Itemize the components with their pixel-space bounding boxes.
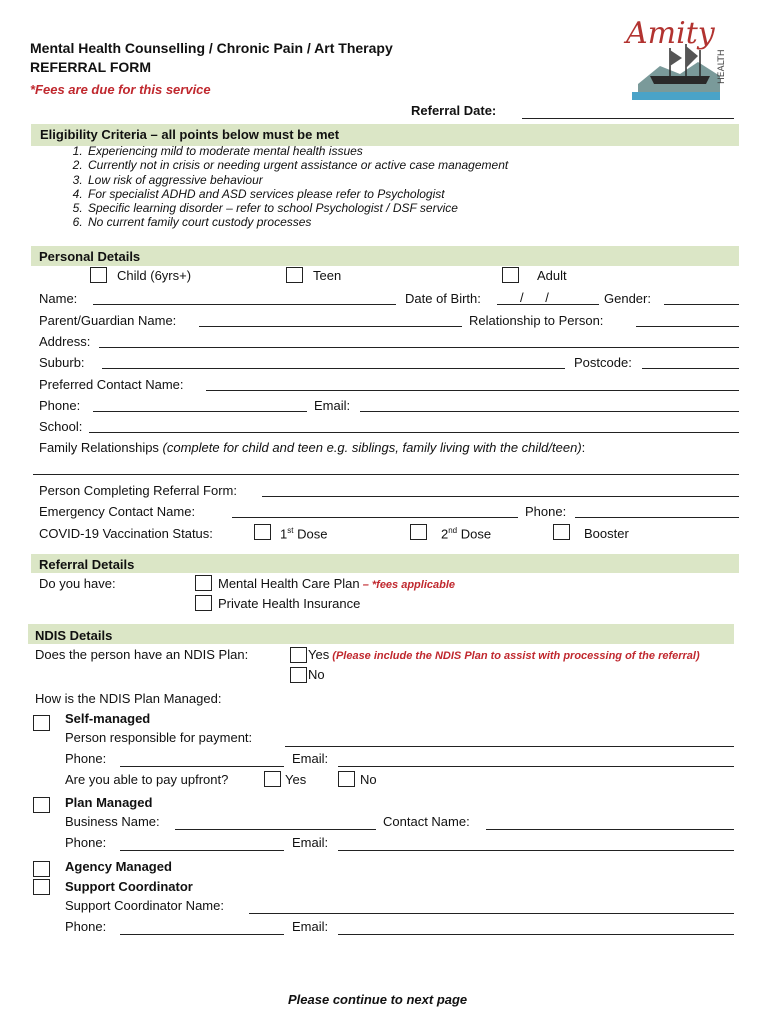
- ndis-yes-checkbox[interactable]: [290, 647, 307, 663]
- teen-checkbox[interactable]: [286, 267, 303, 283]
- eligibility-header: [31, 124, 739, 146]
- upfront-yes-checkbox[interactable]: [264, 771, 281, 787]
- fees-note: *Fees are due for this service: [30, 82, 211, 97]
- referral-date-label: Referral Date:: [411, 103, 497, 118]
- ndis-yes-note: (Please include the NDIS Plan to assist with processing of the referral): [329, 650, 700, 662]
- family-field[interactable]: [33, 474, 739, 475]
- ndis-heading: NDIS Details: [35, 628, 113, 643]
- family-label: [39, 440, 585, 455]
- person-completing-field[interactable]: [262, 496, 739, 497]
- dose1-label: 1st Dose: [280, 526, 328, 542]
- postcode-label: Postcode:: [574, 355, 632, 370]
- self-email-label: Email:: [292, 751, 329, 766]
- ndis-no-label: No: [308, 667, 325, 682]
- ndis-yes-label: Yes (Please include the NDIS Plan to assist with processing of the referral): [308, 647, 700, 662]
- family-note: (complete for child and teen e.g. siblings, family living with the child/teen): [162, 440, 582, 455]
- gender-field[interactable]: [664, 304, 739, 305]
- how-managed-label: How is the NDIS Plan Managed:: [35, 691, 222, 706]
- list-item: 1. Experiencing mild to moderate mental health issues: [86, 144, 508, 158]
- list-item: 2. Currently not in crisis or needing urgent assistance or active case management: [86, 158, 508, 172]
- child-label: Child (6yrs+): [117, 268, 192, 283]
- plan-email-label: Email:: [292, 835, 329, 850]
- pay-upfront-label: Are you able to pay upfront?: [65, 772, 229, 787]
- name-field[interactable]: [93, 304, 396, 305]
- referral-date-field[interactable]: [522, 118, 734, 119]
- referral-heading: Referral Details: [39, 557, 135, 572]
- eligibility-heading: Eligibility Criteria – all points below must be met: [40, 127, 340, 142]
- address-label: Address:: [39, 334, 91, 349]
- parent-field[interactable]: [199, 326, 462, 327]
- postcode-field[interactable]: [642, 368, 739, 369]
- pref-contact-field[interactable]: [206, 390, 739, 391]
- list-item: 5. Specific learning disorder – refer to school Psychologist / DSF service: [86, 201, 508, 215]
- agency-managed-checkbox[interactable]: [33, 861, 50, 877]
- dob-separators: / /: [520, 290, 549, 305]
- support-coordinator-checkbox[interactable]: [33, 879, 50, 895]
- emergency-label: Emergency Contact Name:: [39, 504, 196, 519]
- pref-contact-label: Preferred Contact Name:: [39, 377, 184, 392]
- dose2-checkbox[interactable]: [410, 524, 427, 540]
- family-colon: :: [581, 440, 586, 455]
- booster-label: Booster: [584, 526, 629, 541]
- relationship-label: Relationship to Person:: [469, 313, 604, 328]
- dob-label: Date of Birth:: [405, 291, 481, 306]
- continue-note: Please continue to next page: [288, 992, 468, 1007]
- person-completing-label: Person Completing Referral Form:: [39, 483, 237, 498]
- do-you-have-label: Do you have:: [39, 576, 116, 591]
- personal-heading: Personal Details: [39, 249, 141, 264]
- plan-managed-label: Plan Managed: [65, 795, 153, 810]
- upfront-no-checkbox[interactable]: [338, 771, 355, 787]
- amity-health-logo: [620, 14, 740, 106]
- plan-phone-label: Phone:: [65, 835, 107, 850]
- business-label: Business Name:: [65, 814, 160, 829]
- phone-field[interactable]: [93, 411, 307, 412]
- personal-header: [31, 246, 739, 266]
- email-label: Email:: [314, 398, 351, 413]
- emergency-phone-field[interactable]: [575, 517, 739, 518]
- contact-label: Contact Name:: [383, 814, 470, 829]
- contact-field[interactable]: [486, 829, 734, 830]
- teen-label: Teen: [313, 268, 342, 283]
- school-label: School:: [39, 419, 83, 434]
- family-label-text: Family Relationships: [39, 440, 163, 455]
- phi-checkbox[interactable]: [195, 595, 212, 611]
- form-title: Mental Health Counselling / Chronic Pain / Art Therapy: [30, 40, 393, 56]
- self-phone-label: Phone:: [65, 751, 107, 766]
- mhcp-checkbox[interactable]: [195, 575, 212, 591]
- mhcp-note: – *fees applicable: [359, 579, 456, 591]
- svg-text:HEALTH: HEALTH: [717, 49, 727, 84]
- sc-phone-label: Phone:: [65, 919, 107, 934]
- plan-email-field[interactable]: [338, 850, 734, 851]
- phi-label: Private Health Insurance: [218, 596, 361, 611]
- phone-label: Phone:: [39, 398, 81, 413]
- support-coordinator-label: Support Coordinator: [65, 879, 193, 894]
- adult-checkbox[interactable]: [502, 267, 519, 283]
- list-item: 4. For specialist ADHD and ASD services please refer to Psychologist: [86, 187, 508, 201]
- sc-name-label: Support Coordinator Name:: [65, 898, 224, 913]
- self-managed-label: Self-managed: [65, 711, 151, 726]
- person-resp-label: Person responsible for payment:: [65, 730, 253, 745]
- logo-wordmark: Amity: [626, 16, 715, 51]
- list-item: 6. No current family court custody processes: [86, 215, 508, 229]
- form-subtitle: REFERRAL FORM: [30, 59, 152, 75]
- emergency-field[interactable]: [232, 517, 518, 518]
- emergency-phone-label: Phone:: [525, 504, 567, 519]
- relationship-field[interactable]: [636, 326, 739, 327]
- self-phone-field[interactable]: [120, 766, 284, 767]
- mhcp-label: Mental Health Care Plan – *fees applicable: [218, 576, 456, 591]
- suburb-field[interactable]: [102, 368, 565, 369]
- eligibility-list: [47, 144, 508, 230]
- parent-label: Parent/Guardian Name:: [39, 313, 177, 328]
- school-field[interactable]: [89, 432, 739, 433]
- referral-header: [31, 554, 739, 573]
- sc-name-field[interactable]: [249, 913, 734, 914]
- gender-label: Gender:: [604, 291, 651, 306]
- child-checkbox[interactable]: [90, 267, 107, 283]
- covid-label: COVID-19 Vaccination Status:: [39, 526, 213, 541]
- business-field[interactable]: [175, 829, 376, 830]
- self-managed-checkbox[interactable]: [33, 715, 50, 731]
- plan-phone-field[interactable]: [120, 850, 284, 851]
- ndis-header: [28, 624, 734, 644]
- name-label: Name:: [39, 291, 78, 306]
- dose1-checkbox[interactable]: [254, 524, 271, 540]
- upfront-no-label: No: [360, 772, 377, 787]
- sc-email-field[interactable]: [338, 934, 734, 935]
- adult-label: Adult: [537, 268, 567, 283]
- ndis-no-checkbox[interactable]: [290, 667, 307, 683]
- address-field[interactable]: [99, 347, 739, 348]
- booster-checkbox[interactable]: [553, 524, 570, 540]
- ndis-question: Does the person have an NDIS Plan:: [35, 647, 249, 662]
- suburb-label: Suburb:: [39, 355, 85, 370]
- dose2-label: 2nd Dose: [441, 526, 492, 542]
- sc-email-label: Email:: [292, 919, 329, 934]
- sc-phone-field[interactable]: [120, 934, 284, 935]
- person-resp-field[interactable]: [285, 746, 734, 747]
- list-item: 3. Low risk of aggressive behaviour: [86, 173, 508, 187]
- plan-managed-checkbox[interactable]: [33, 797, 50, 813]
- upfront-yes-label: Yes: [285, 772, 307, 787]
- self-email-field[interactable]: [338, 766, 734, 767]
- email-field[interactable]: [360, 411, 739, 412]
- agency-managed-label: Agency Managed: [65, 859, 172, 874]
